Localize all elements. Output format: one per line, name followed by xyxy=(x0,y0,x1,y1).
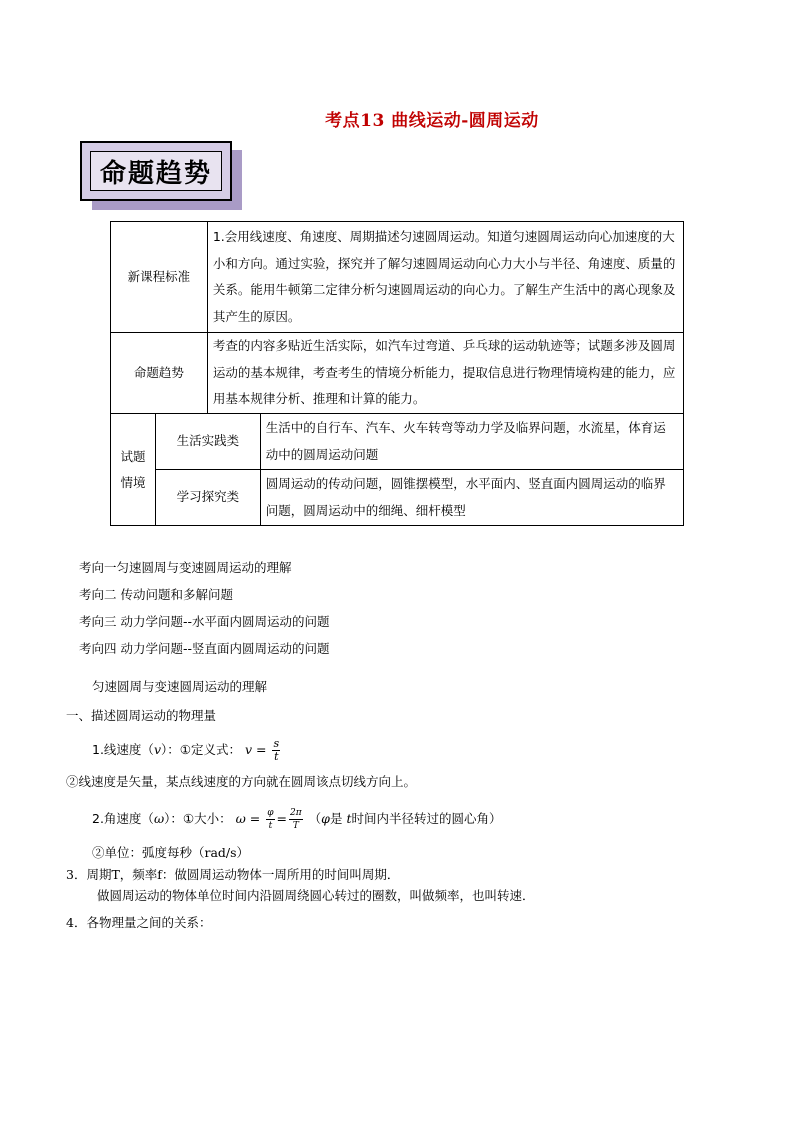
angular-note-c: 时间内半径转过的圆心角） xyxy=(351,811,502,826)
table-row xyxy=(111,470,684,526)
frequency-line: 做圆周运动的物体单位时间内沿圆周绕圆心转过的圈数，叫做频率，也叫转速． xyxy=(97,888,535,903)
sub-content-life: 生活中的自行车、汽车、火车转弯等动力学及临界问题，水流星，体育运动中的圆周运动问题 xyxy=(260,414,683,470)
table-row xyxy=(111,222,684,333)
page-title: 考点13 曲线运动-圆周运动 xyxy=(325,111,539,131)
part1-heading: 一、描述圆周运动的物理量 xyxy=(66,708,217,723)
linear-num: s xyxy=(273,737,280,750)
row-content-trend: 考查的内容多贴近生活实际，如汽车过弯道、乒乓球的运动轨迹等；试题多涉及圆周运动的基本规律，考查考生的情境分析能力，提取信息进行物理情境构建的能力，应用基本规律分析、推理和计算的能力。 xyxy=(207,333,683,414)
relation-line: 4．各物理量之间的关系： xyxy=(66,915,212,930)
linear-mid: ）：①定义式： xyxy=(161,742,241,757)
row-label-trend: 命题趋势 xyxy=(111,333,208,414)
angular-prefix: 2.角速度（ xyxy=(92,811,154,826)
table-row xyxy=(111,414,684,470)
angular-velocity-line xyxy=(92,807,501,832)
angular-den-2: T xyxy=(292,821,299,831)
angular-symbol: ω xyxy=(153,811,165,826)
direction-1: 考向一匀速圆周与变速圆周运动的理解 xyxy=(79,560,292,575)
linear-symbol: v xyxy=(153,742,161,757)
situation-label-1: 试题 xyxy=(120,448,146,464)
situation-label xyxy=(111,414,156,526)
angular-note-b: 是 xyxy=(329,811,343,826)
row-label-standard: 新课程标准 xyxy=(111,222,208,333)
linear-den: t xyxy=(274,750,279,763)
sub-label-study: 学习探究类 xyxy=(155,470,260,526)
situation-label-2: 情境 xyxy=(120,474,146,490)
angular-fraction-2 xyxy=(289,807,303,832)
sub-content-study: 圆周运动的传动问题，圆锥摆模型，水平面内、竖直面内圆周运动的临界问题，圆周运动中的细绳、细杆模型 xyxy=(260,470,683,526)
direction-3: 考向三 动力学问题--水平面内圆周运动的问题 xyxy=(79,614,330,629)
banner-inner xyxy=(90,151,222,191)
table-row xyxy=(111,333,684,414)
angular-note-a: （ xyxy=(308,811,322,826)
sub-label-life: 生活实践类 xyxy=(155,414,260,470)
angular-note-phi: φ xyxy=(321,811,330,826)
linear-note: ②线速度是矢量，某点线速度的方向就在圆周该点切线方向上。 xyxy=(66,774,417,789)
angular-mid: ）：①大小： xyxy=(164,811,232,826)
angular-unit: ②单位：弧度每秒（rad/s） xyxy=(92,845,250,860)
direction-2: 考向二 传动问题和多解问题 xyxy=(79,587,233,602)
banner-text: 命题趋势 xyxy=(99,158,212,189)
angular-lhs: ω = xyxy=(235,811,261,826)
row-content-standard: 1.会用线速度、角速度、周期描述匀速圆周运动。知道匀速圆周运动向心加速度的大小和方向。通过实验，探究并了解匀速圆周运动向心力大小与半径、角速度、质量的关系。能用牛顿第二定律分析匀速圆周运动的向心力。了解生产生活中的离心现象及其产生的原因。 xyxy=(207,222,683,333)
angular-num-1: φ xyxy=(267,808,274,818)
topic-banner xyxy=(80,141,232,201)
angular-eq: = xyxy=(276,811,288,826)
curriculum-table xyxy=(110,221,684,526)
direction-4: 考向四 动力学问题--竖直面内圆周运动的问题 xyxy=(79,641,330,656)
angular-num-2: 2π xyxy=(290,808,302,818)
angular-den-1: t xyxy=(268,821,273,831)
linear-formula-lhs: v = xyxy=(244,742,267,757)
linear-velocity-line xyxy=(92,738,282,763)
section-heading: 匀速圆周与变速圆周运动的理解 xyxy=(92,679,268,694)
period-line: 3．周期T，频率f：做圆周运动物体一周所用的时间叫周期． xyxy=(66,867,400,882)
angular-fraction-1 xyxy=(266,807,274,832)
angular-note-t: t xyxy=(346,811,352,826)
linear-prefix: 1.线速度（ xyxy=(92,742,154,757)
linear-fraction xyxy=(272,738,280,763)
